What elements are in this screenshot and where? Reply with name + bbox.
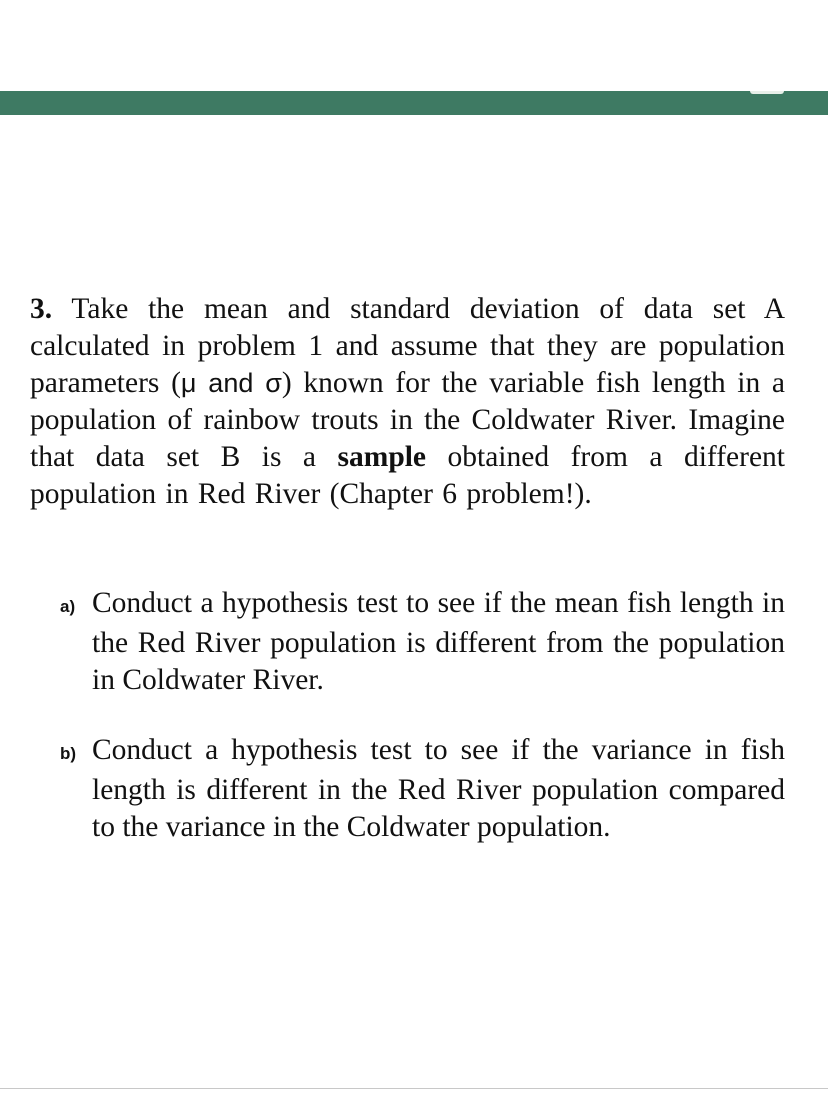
bottom-divider [0, 1088, 828, 1089]
subquestion-b [60, 732, 785, 846]
header-notch [750, 91, 784, 94]
subquestion-a-text: Conduct a hypothesis test to see if the mean fish length in the Red River population is different from the population in Coldwater River. [92, 587, 785, 696]
sigma-symbol: σ [265, 368, 282, 398]
problem-text-part3: obtained from a different population in Red River (Chapter 6 problem!). [30, 441, 785, 510]
subquestion-a-marker: a) [60, 597, 76, 616]
problem-text-part2: ) known for the variable fish length in a population of rainbow trouts in the Coldwater River. Imagine that data set B is a [30, 367, 786, 473]
subquestion-b-text: Conduct a hypothesis test to see if the variance in fish length is different in the Red River population compared to the variance in the Coldwater population. [92, 734, 785, 843]
problem-3-statement [30, 291, 785, 513]
sample-bold-word: sample [337, 441, 427, 473]
header-bar [0, 91, 828, 115]
and-word: and [196, 368, 266, 398]
mu-symbol: μ [180, 368, 197, 398]
problem-text-part1: Take the mean and standard deviation of data set A calculated in problem 1 and assume that they are population parameters ( [30, 293, 785, 399]
problem-number: 3. [30, 293, 53, 325]
subquestion-b-marker: b) [60, 744, 77, 763]
subquestion-a [60, 585, 785, 699]
